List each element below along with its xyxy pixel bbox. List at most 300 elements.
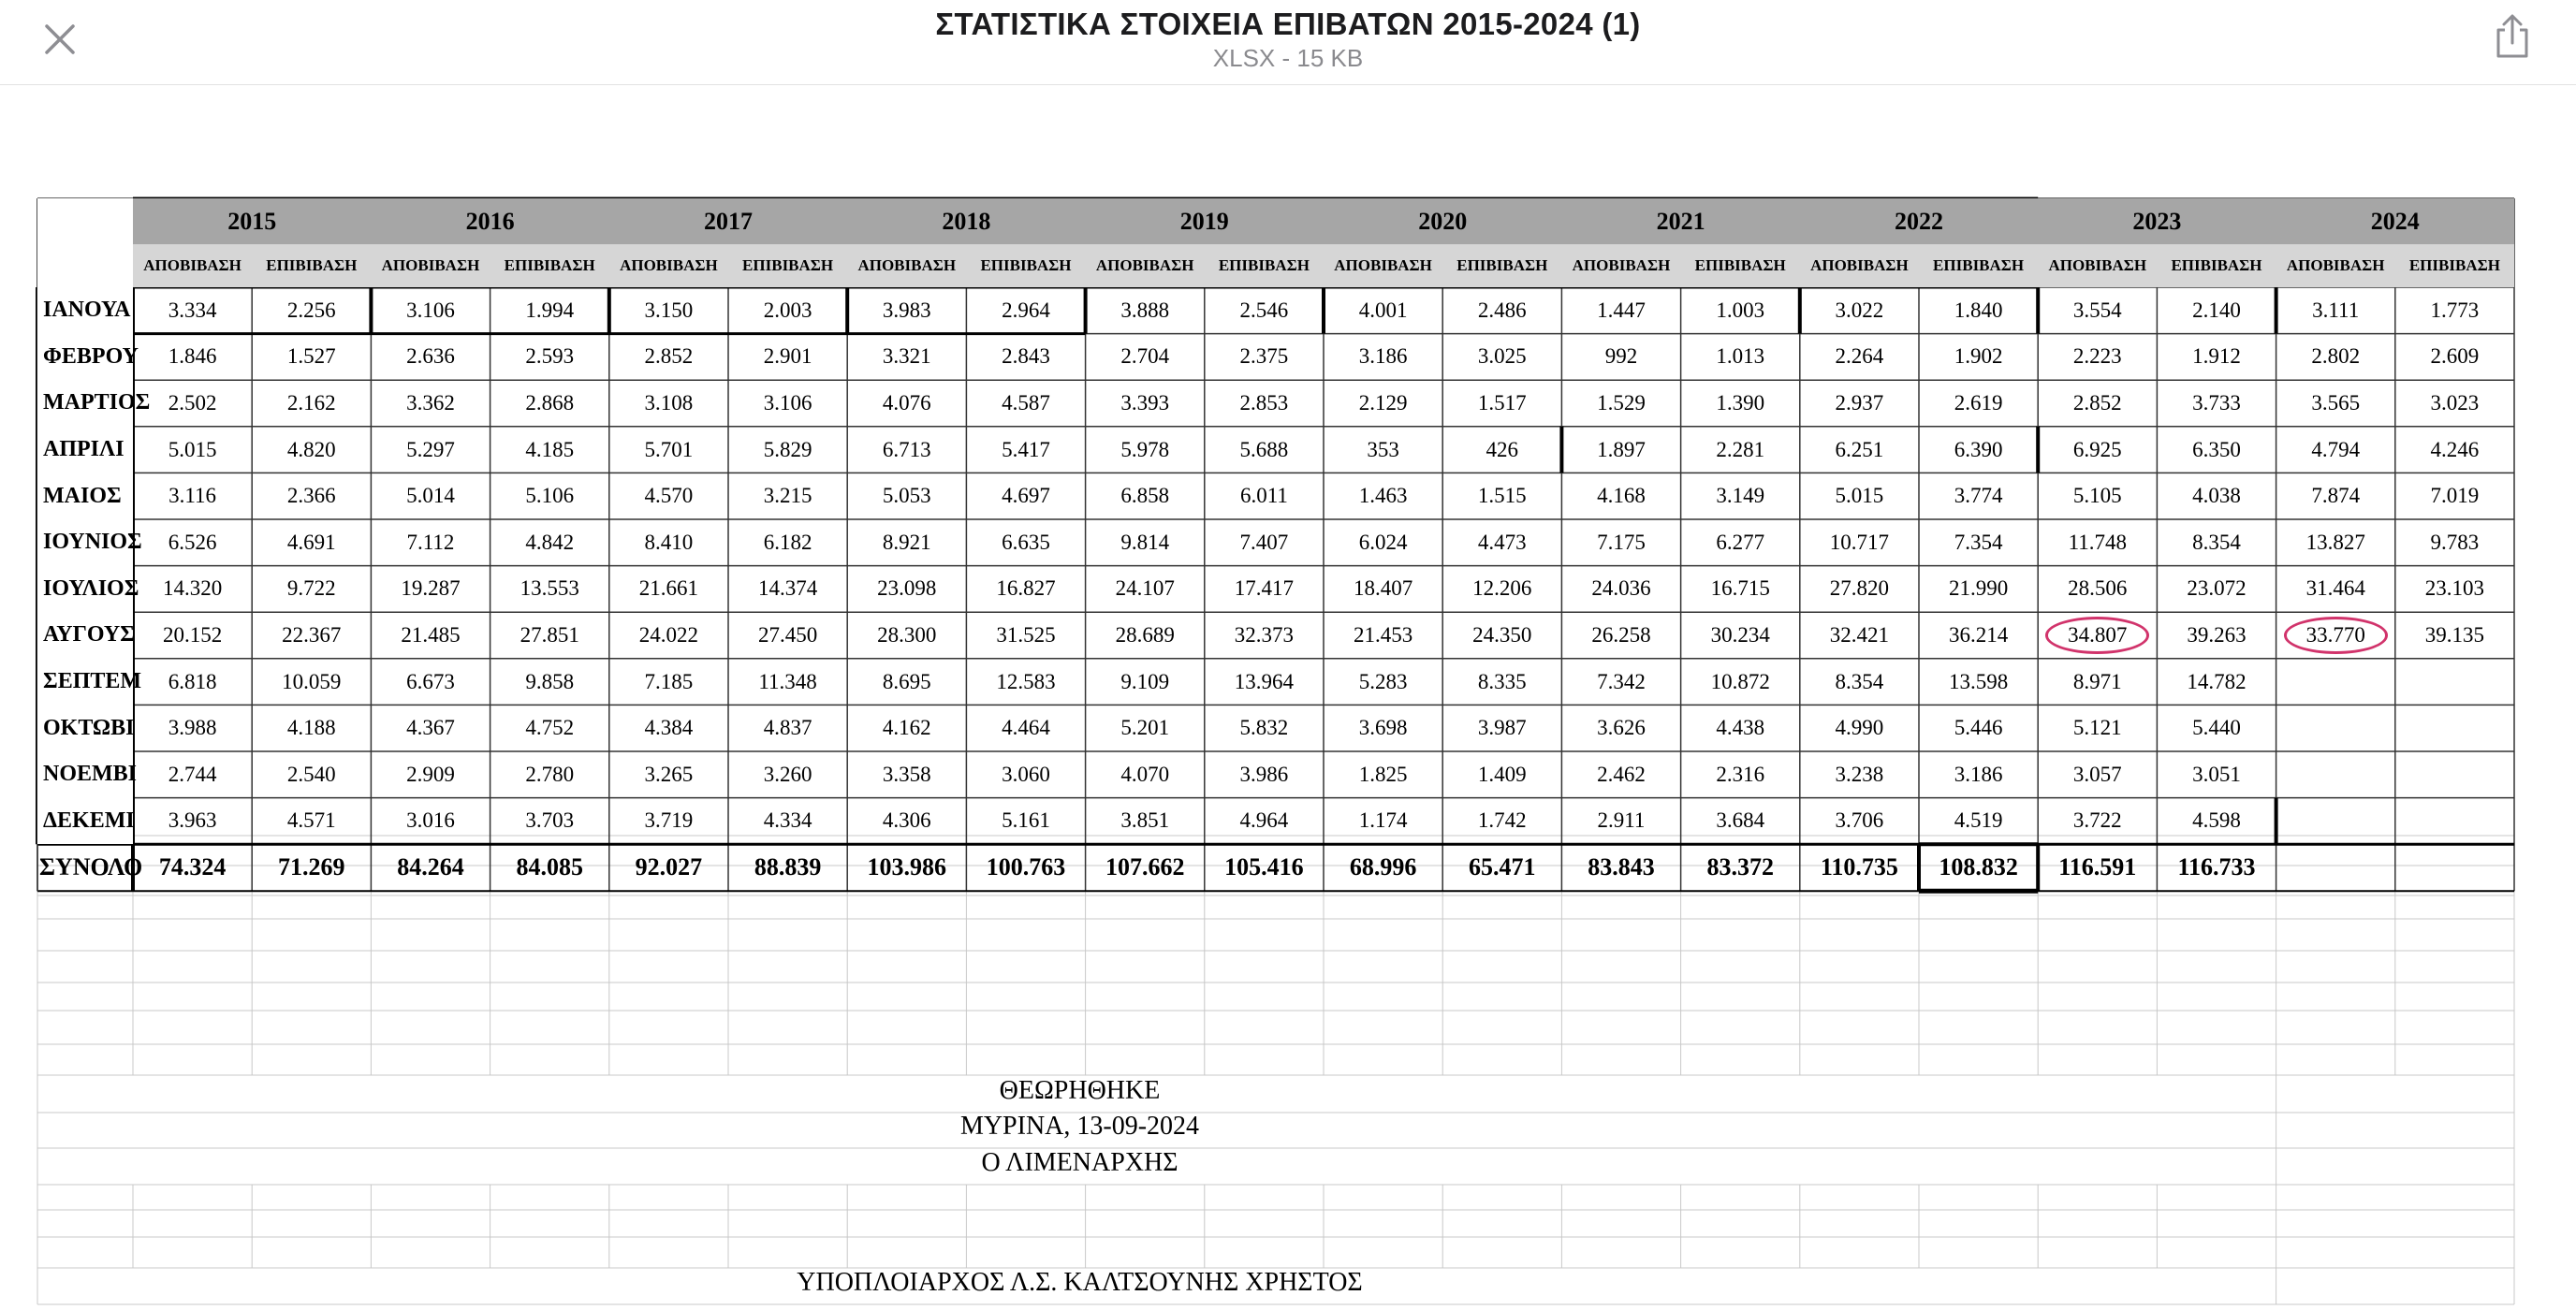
data-cell[interactable]: 5.701	[644, 437, 694, 461]
col-header-embarkation[interactable]: ΕΠΙΒΙΒΑΣΗ	[2157, 244, 2276, 287]
total-label[interactable]: ΣΥΝΟΛΟ	[39, 853, 143, 881]
data-cell[interactable]: 30.234	[1710, 622, 1770, 647]
year-header-2018[interactable]: 2018	[847, 198, 1085, 244]
data-cell[interactable]: 24.107	[1115, 576, 1175, 601]
data-cell[interactable]: 24.036	[1591, 576, 1651, 601]
data-cell[interactable]: 4.185	[525, 437, 575, 461]
data-cell[interactable]: 3.987	[1477, 716, 1527, 740]
data-cell[interactable]	[2276, 705, 2395, 751]
data-cell[interactable]: 4.038	[2192, 484, 2241, 508]
data-cell[interactable]	[2276, 798, 2395, 845]
data-cell[interactable]: 3.362	[406, 390, 455, 415]
col-header-disembarkation[interactable]: ΑΠΟΒΙΒΑΣΗ	[2038, 244, 2157, 287]
data-cell[interactable]: 4.070	[1120, 762, 1170, 786]
data-cell[interactable]: 5.121	[2072, 716, 2122, 740]
data-cell[interactable]: 2.502	[168, 390, 217, 415]
data-cell[interactable]: 6.526	[168, 530, 217, 554]
data-cell[interactable]: 9.783	[2430, 530, 2480, 554]
data-cell[interactable]: 8.335	[1477, 669, 1527, 693]
data-cell[interactable]: 4.794	[2311, 437, 2361, 461]
data-cell[interactable]: 7.342	[1597, 669, 1646, 693]
data-cell[interactable]: 5.446	[1954, 716, 2003, 740]
data-cell[interactable]: 5.106	[525, 484, 575, 508]
data-cell[interactable]: 10.717	[1829, 530, 1890, 554]
data-cell[interactable]: 2.802	[2311, 344, 2361, 369]
month-label[interactable]: ΜΑΡΤΙΟΣ	[37, 380, 133, 427]
col-header-embarkation[interactable]: ΕΠΙΒΙΒΑΣΗ	[1919, 244, 2038, 287]
data-cell[interactable]: 4.587	[1002, 390, 1050, 415]
total-cell[interactable]: 107.662	[1105, 853, 1185, 881]
total-cell[interactable]: 84.264	[397, 853, 464, 881]
data-cell[interactable]: 4.473	[1477, 530, 1527, 554]
total-cell[interactable]: 83.372	[1706, 853, 1774, 881]
data-cell[interactable]: 8.354	[1835, 669, 1884, 693]
data-cell[interactable]: 3.684	[1716, 808, 1765, 833]
data-cell[interactable]: 3.265	[644, 762, 694, 786]
data-cell[interactable]: 13.964	[1234, 669, 1295, 693]
data-cell[interactable]: 4.519	[1954, 808, 2003, 833]
data-cell[interactable]: 992	[1604, 344, 1638, 369]
col-header-embarkation[interactable]: ΕΠΙΒΙΒΑΣΗ	[1442, 244, 1561, 287]
data-cell[interactable]: 2.780	[525, 762, 575, 786]
data-cell[interactable]: 18.407	[1353, 576, 1413, 601]
data-cell[interactable]: 2.264	[1835, 344, 1884, 369]
data-cell[interactable]: 24.350	[1472, 622, 1532, 647]
total-cell[interactable]: 84.085	[516, 853, 583, 881]
month-label[interactable]: ΝΟΕΜΒΙ	[37, 751, 133, 798]
data-cell[interactable]: 1.902	[1954, 344, 2003, 369]
data-cell[interactable]: 4.306	[882, 808, 931, 833]
data-cell[interactable]: 11.348	[758, 669, 817, 693]
data-cell[interactable]: 7.354	[1954, 530, 2003, 554]
data-cell[interactable]: 6.024	[1358, 530, 1408, 554]
data-cell[interactable]: 5.417	[1002, 437, 1050, 461]
data-cell[interactable]: 1.174	[1358, 808, 1408, 833]
share-button[interactable]	[2492, 13, 2533, 60]
data-cell[interactable]: 1.527	[286, 344, 336, 369]
data-cell[interactable]: 14.782	[2187, 669, 2247, 693]
data-cell[interactable]: 5.015	[168, 437, 217, 461]
data-cell[interactable]: 1.912	[2192, 344, 2241, 369]
data-cell[interactable]: 3.698	[1358, 716, 1408, 740]
col-header-disembarkation[interactable]: ΑΠΟΒΙΒΑΣΗ	[1324, 244, 1442, 287]
data-cell[interactable]: 17.417	[1234, 576, 1295, 601]
data-cell[interactable]: 1.447	[1597, 298, 1646, 322]
data-cell[interactable]: 27.851	[520, 622, 579, 647]
data-cell[interactable]: 4.162	[882, 716, 931, 740]
data-cell[interactable]: 23.103	[2424, 576, 2485, 601]
data-cell[interactable]: 34.807	[2068, 622, 2128, 647]
data-cell[interactable]: 5.014	[406, 484, 455, 508]
data-cell[interactable]: 3.983	[882, 298, 931, 322]
data-cell[interactable]: 4.334	[763, 808, 812, 833]
month-label[interactable]: ΦΕΒΡΟΥ	[37, 334, 133, 381]
data-cell[interactable]: 2.744	[168, 762, 217, 786]
data-cell[interactable]: 3.988	[168, 716, 217, 740]
total-cell[interactable]: 110.735	[1820, 853, 1898, 881]
data-cell[interactable]: 33.770	[2305, 622, 2365, 647]
data-cell[interactable]: 32.421	[1829, 622, 1890, 647]
data-cell[interactable]: 1.515	[1477, 484, 1527, 508]
col-header-disembarkation[interactable]: ΑΠΟΒΙΒΑΣΗ	[1561, 244, 1680, 287]
data-cell[interactable]: 3.888	[1120, 298, 1170, 322]
data-cell[interactable]: 1.463	[1358, 484, 1408, 508]
data-cell[interactable]: 2.911	[1597, 808, 1646, 833]
data-cell[interactable]: 19.287	[401, 576, 461, 601]
year-header-2024[interactable]: 2024	[2276, 198, 2514, 244]
corner-cell[interactable]	[37, 198, 133, 244]
data-cell[interactable]: 6.673	[406, 669, 455, 693]
data-cell[interactable]: 1.003	[1716, 298, 1765, 322]
data-cell[interactable]: 24.022	[638, 622, 699, 647]
corner-cell-sub[interactable]	[37, 244, 133, 287]
spreadsheet[interactable]	[37, 198, 2500, 1308]
data-cell[interactable]: 2.937	[1835, 390, 1884, 415]
total-cell[interactable]: 92.027	[635, 853, 703, 881]
total-cell[interactable]: 100.763	[986, 853, 1066, 881]
month-label[interactable]: ΣΕΠΤΕΜ	[37, 659, 133, 706]
data-cell[interactable]: 3.963	[168, 808, 217, 833]
data-cell[interactable]: 4.964	[1239, 808, 1289, 833]
data-cell[interactable]: 3.106	[406, 298, 455, 322]
data-cell[interactable]: 13.553	[520, 576, 579, 601]
data-cell[interactable]: 6.251	[1835, 437, 1884, 461]
data-cell[interactable]: 23.072	[2187, 576, 2247, 601]
data-cell[interactable]: 1.840	[1954, 298, 2003, 322]
data-cell[interactable]: 4.570	[644, 484, 694, 508]
data-cell[interactable]: 3.051	[2192, 762, 2241, 786]
data-cell[interactable]: 2.316	[1716, 762, 1765, 786]
data-cell[interactable]: 6.011	[1239, 484, 1288, 508]
data-cell[interactable]: 8.695	[882, 669, 931, 693]
data-cell[interactable]: 5.440	[2192, 716, 2241, 740]
data-cell[interactable]: 5.105	[2072, 484, 2122, 508]
data-cell[interactable]: 7.019	[2430, 484, 2480, 508]
data-cell[interactable]: 28.300	[877, 622, 937, 647]
year-header-2016[interactable]: 2016	[371, 198, 608, 244]
data-cell[interactable]: 1.994	[525, 298, 575, 322]
month-label[interactable]: ΙΟΥΛΙΟΣ	[37, 566, 133, 613]
month-label[interactable]: ΙΟΥΝΙΟΣ	[37, 519, 133, 566]
data-cell[interactable]: 5.053	[882, 484, 931, 508]
data-cell[interactable]: 6.635	[1002, 530, 1050, 554]
data-cell[interactable]: 4.571	[286, 808, 336, 833]
data-cell[interactable]: 2.375	[1239, 344, 1289, 369]
data-cell[interactable]: 2.964	[1002, 298, 1050, 322]
data-cell[interactable]: 2.546	[1239, 298, 1289, 322]
total-cell[interactable]: 71.269	[278, 853, 345, 881]
data-cell[interactable]: 3.057	[2072, 762, 2122, 786]
data-cell[interactable]: 21.453	[1353, 622, 1413, 647]
data-cell[interactable]: 5.829	[763, 437, 812, 461]
data-cell[interactable]: 2.636	[406, 344, 455, 369]
month-label[interactable]: ΑΠΡΙΛΙ	[37, 427, 133, 473]
data-cell[interactable]: 5.832	[1239, 716, 1289, 740]
data-cell[interactable]: 3.719	[644, 808, 694, 833]
data-cell[interactable]: 2.366	[286, 484, 336, 508]
data-cell[interactable]: 7.175	[1597, 530, 1646, 554]
total-cell[interactable]: 103.986	[867, 853, 947, 881]
year-header-2019[interactable]: 2019	[1086, 198, 1324, 244]
data-cell[interactable]: 6.713	[882, 437, 931, 461]
data-cell[interactable]: 3.108	[644, 390, 694, 415]
data-cell[interactable]: 6.858	[1120, 484, 1170, 508]
col-header-disembarkation[interactable]: ΑΠΟΒΙΒΑΣΗ	[1800, 244, 1919, 287]
data-cell[interactable]	[2395, 751, 2514, 798]
data-cell[interactable]: 7.874	[2311, 484, 2361, 508]
col-header-embarkation[interactable]: ΕΠΙΒΙΒΑΣΗ	[252, 244, 371, 287]
data-cell[interactable]: 22.367	[282, 622, 342, 647]
data-cell[interactable]: 426	[1486, 437, 1519, 461]
data-cell[interactable]: 3.023	[2430, 390, 2480, 415]
year-header-2020[interactable]: 2020	[1324, 198, 1561, 244]
month-label[interactable]: ΜΑΙΟΣ	[37, 473, 133, 519]
data-cell[interactable]: 4.837	[763, 716, 812, 740]
data-cell[interactable]: 3.111	[2312, 298, 2360, 322]
data-cell[interactable]: 5.283	[1358, 669, 1408, 693]
data-cell[interactable]: 4.001	[1358, 298, 1408, 322]
year-header-2021[interactable]: 2021	[1561, 198, 1799, 244]
data-cell[interactable]: 5.161	[1002, 808, 1050, 833]
total-cell[interactable]: 116.733	[2177, 853, 2256, 881]
data-cell[interactable]: 1.897	[1597, 437, 1646, 461]
data-cell[interactable]: 4.697	[1002, 484, 1050, 508]
data-cell[interactable]: 3.334	[168, 298, 217, 322]
data-cell[interactable]: 8.921	[882, 530, 931, 554]
data-cell[interactable]: 12.583	[996, 669, 1056, 693]
year-header-2015[interactable]: 2015	[133, 198, 371, 244]
data-cell[interactable]: 6.277	[1716, 530, 1765, 554]
data-cell[interactable]: 7.185	[644, 669, 694, 693]
data-cell[interactable]: 21.661	[638, 576, 699, 601]
data-cell[interactable]: 4.246	[2430, 437, 2480, 461]
data-cell[interactable]: 4.842	[525, 530, 575, 554]
data-cell[interactable]: 3.186	[1954, 762, 2003, 786]
data-cell[interactable]: 2.704	[1120, 344, 1170, 369]
data-cell[interactable]: 2.901	[763, 344, 812, 369]
data-cell[interactable]: 4.598	[2192, 808, 2241, 833]
data-cell[interactable]: 3.025	[1477, 344, 1527, 369]
data-cell[interactable]: 2.909	[406, 762, 455, 786]
total-cell[interactable]	[2276, 844, 2395, 891]
data-cell[interactable]: 3.106	[763, 390, 812, 415]
data-cell[interactable]: 353	[1367, 437, 1399, 461]
data-cell[interactable]	[2276, 751, 2395, 798]
data-cell[interactable]	[2395, 798, 2514, 845]
data-cell[interactable]: 3.016	[406, 808, 455, 833]
col-header-embarkation[interactable]: ΕΠΙΒΙΒΑΣΗ	[1681, 244, 1800, 287]
data-cell[interactable]: 2.853	[1239, 390, 1289, 415]
data-cell[interactable]: 23.098	[877, 576, 937, 601]
data-cell[interactable]: 8.971	[2072, 669, 2122, 693]
data-cell[interactable]: 5.688	[1239, 437, 1289, 461]
year-header-2022[interactable]: 2022	[1800, 198, 2038, 244]
data-cell[interactable]: 5.015	[1835, 484, 1884, 508]
data-cell[interactable]: 4.168	[1597, 484, 1646, 508]
data-cell[interactable]: 2.486	[1477, 298, 1527, 322]
data-cell[interactable]: 2.843	[1002, 344, 1050, 369]
data-cell[interactable]: 3.215	[763, 484, 812, 508]
data-cell[interactable]: 6.818	[168, 669, 217, 693]
data-cell[interactable]: 4.820	[286, 437, 336, 461]
data-cell[interactable]: 2.281	[1716, 437, 1765, 461]
data-cell[interactable]: 1.013	[1716, 344, 1765, 369]
data-cell[interactable]: 28.506	[2068, 576, 2128, 601]
data-cell[interactable]: 12.206	[1472, 576, 1532, 601]
data-cell[interactable]: 4.076	[882, 390, 931, 415]
col-header-embarkation[interactable]: ΕΠΙΒΙΒΑΣΗ	[2395, 244, 2514, 287]
data-cell[interactable]: 2.540	[286, 762, 336, 786]
data-cell[interactable]: 3.986	[1239, 762, 1289, 786]
data-cell[interactable]: 3.022	[1835, 298, 1884, 322]
data-cell[interactable]: 4.367	[406, 716, 455, 740]
data-cell[interactable]: 3.393	[1120, 390, 1170, 415]
month-label[interactable]: ΙΑΝΟΥΑ	[37, 287, 133, 334]
data-cell[interactable]: 5.978	[1120, 437, 1170, 461]
data-cell[interactable]: 1.409	[1477, 762, 1527, 786]
month-label[interactable]: ΑΥΓΟΥΣ	[37, 612, 133, 659]
data-cell[interactable]: 3.554	[2072, 298, 2122, 322]
data-cell[interactable]: 21.485	[401, 622, 461, 647]
data-cell[interactable]: 1.846	[168, 344, 217, 369]
data-cell[interactable]: 4.752	[525, 716, 575, 740]
data-cell[interactable]: 9.858	[525, 669, 575, 693]
total-cell[interactable]: 105.416	[1224, 853, 1304, 881]
data-cell[interactable]: 1.773	[2430, 298, 2480, 322]
data-cell[interactable]: 8.410	[644, 530, 694, 554]
data-cell[interactable]: 3.186	[1358, 344, 1408, 369]
total-cell[interactable]: 65.471	[1469, 853, 1536, 881]
data-cell[interactable]: 3.149	[1716, 484, 1765, 508]
data-cell[interactable]: 2.462	[1597, 762, 1646, 786]
data-cell[interactable]: 9.722	[286, 576, 336, 601]
data-cell[interactable]: 2.162	[286, 390, 336, 415]
data-cell[interactable]: 26.258	[1591, 622, 1651, 647]
total-cell[interactable]: 68.996	[1349, 853, 1417, 881]
data-cell[interactable]: 3.851	[1120, 808, 1170, 833]
data-cell[interactable]: 11.748	[2068, 530, 2127, 554]
data-cell[interactable]: 3.238	[1835, 762, 1884, 786]
data-cell[interactable]: 5.201	[1120, 716, 1170, 740]
data-cell[interactable]: 4.464	[1002, 716, 1050, 740]
data-cell[interactable]: 21.990	[1948, 576, 2009, 601]
data-cell[interactable]: 2.619	[1954, 390, 2003, 415]
total-cell[interactable]: 83.843	[1588, 853, 1655, 881]
data-cell[interactable]: 13.598	[1948, 669, 2009, 693]
data-cell[interactable]: 3.358	[882, 762, 931, 786]
data-cell[interactable]: 2.003	[763, 298, 812, 322]
data-cell[interactable]: 3.150	[644, 298, 694, 322]
data-cell[interactable]: 1.517	[1477, 390, 1527, 415]
data-cell[interactable]: 31.464	[2305, 576, 2365, 601]
data-cell[interactable]: 3.706	[1835, 808, 1884, 833]
data-cell[interactable]: 39.135	[2424, 622, 2485, 647]
data-cell[interactable]: 1.390	[1716, 390, 1765, 415]
data-cell[interactable]: 3.565	[2311, 390, 2361, 415]
data-cell[interactable]: 3.722	[2072, 808, 2122, 833]
data-cell[interactable]: 2.140	[2192, 298, 2241, 322]
data-cell[interactable]: 13.827	[2305, 530, 2365, 554]
data-cell[interactable]: 3.060	[1002, 762, 1050, 786]
data-cell[interactable]: 7.407	[1239, 530, 1289, 554]
col-header-embarkation[interactable]: ΕΠΙΒΙΒΑΣΗ	[1205, 244, 1324, 287]
data-cell[interactable]: 10.059	[282, 669, 342, 693]
data-cell[interactable]: 1.529	[1597, 390, 1646, 415]
data-cell[interactable]: 2.852	[644, 344, 694, 369]
data-cell[interactable]: 4.691	[286, 530, 336, 554]
data-cell[interactable]: 6.182	[763, 530, 812, 554]
year-header-2023[interactable]: 2023	[2038, 198, 2276, 244]
data-cell[interactable]: 4.990	[1835, 716, 1884, 740]
col-header-disembarkation[interactable]: ΑΠΟΒΙΒΑΣΗ	[609, 244, 728, 287]
total-cell[interactable]: 116.591	[2058, 853, 2137, 881]
data-cell[interactable]: 27.450	[757, 622, 818, 647]
data-cell[interactable]: 4.384	[644, 716, 694, 740]
data-cell[interactable]: 16.715	[1710, 576, 1770, 601]
data-cell[interactable]: 3.260	[763, 762, 812, 786]
data-cell[interactable]: 6.390	[1954, 437, 2003, 461]
data-cell[interactable]: 14.320	[162, 576, 223, 601]
data-cell[interactable]	[2276, 659, 2395, 706]
data-cell[interactable]: 9.109	[1120, 669, 1170, 693]
data-cell[interactable]: 2.609	[2430, 344, 2480, 369]
data-cell[interactable]: 3.703	[525, 808, 575, 833]
data-cell[interactable]: 3.321	[882, 344, 931, 369]
col-header-embarkation[interactable]: ΕΠΙΒΙΒΑΣΗ	[490, 244, 609, 287]
col-header-disembarkation[interactable]: ΑΠΟΒΙΒΑΣΗ	[133, 244, 252, 287]
data-cell[interactable]: 2.223	[2072, 344, 2122, 369]
data-cell[interactable]: 6.350	[2192, 437, 2241, 461]
year-header-2017[interactable]: 2017	[609, 198, 847, 244]
data-cell[interactable]: 27.820	[1829, 576, 1890, 601]
month-label[interactable]: ΔΕΚΕΜΙ	[37, 798, 133, 845]
col-header-embarkation[interactable]: ΕΠΙΒΙΒΑΣΗ	[966, 244, 1085, 287]
data-cell[interactable]: 3.733	[2192, 390, 2241, 415]
data-cell[interactable]: 5.297	[406, 437, 455, 461]
data-cell[interactable]: 39.263	[2187, 622, 2247, 647]
data-cell[interactable]: 20.152	[162, 622, 223, 647]
data-cell[interactable]: 4.438	[1716, 716, 1765, 740]
col-header-disembarkation[interactable]: ΑΠΟΒΙΒΑΣΗ	[1086, 244, 1205, 287]
data-cell[interactable]	[2395, 659, 2514, 706]
month-label[interactable]: ΟΚΤΩΒΙ	[37, 705, 133, 751]
col-header-embarkation[interactable]: ΕΠΙΒΙΒΑΣΗ	[728, 244, 847, 287]
data-cell[interactable]: 32.373	[1234, 622, 1295, 647]
data-cell[interactable]: 3.116	[168, 484, 217, 508]
data-cell[interactable]: 16.827	[996, 576, 1056, 601]
data-cell[interactable]: 28.689	[1115, 622, 1175, 647]
data-cell[interactable]	[2395, 705, 2514, 751]
data-cell[interactable]: 2.593	[525, 344, 575, 369]
data-cell[interactable]: 3.626	[1597, 716, 1646, 740]
data-cell[interactable]: 14.374	[757, 576, 818, 601]
col-header-disembarkation[interactable]: ΑΠΟΒΙΒΑΣΗ	[2276, 244, 2395, 287]
data-cell[interactable]: 9.814	[1120, 530, 1170, 554]
col-header-disembarkation[interactable]: ΑΠΟΒΙΒΑΣΗ	[847, 244, 966, 287]
total-cell[interactable]: 74.324	[158, 853, 227, 881]
total-cell[interactable]: 88.839	[754, 853, 822, 881]
data-cell[interactable]: 8.354	[2192, 530, 2241, 554]
data-cell[interactable]: 2.129	[1358, 390, 1408, 415]
col-header-disembarkation[interactable]: ΑΠΟΒΙΒΑΣΗ	[371, 244, 490, 287]
data-cell[interactable]: 2.256	[286, 298, 336, 322]
total-cell[interactable]	[2395, 844, 2514, 891]
data-cell[interactable]: 31.525	[996, 622, 1056, 647]
data-cell[interactable]: 1.825	[1358, 762, 1408, 786]
data-cell[interactable]: 2.852	[2072, 390, 2122, 415]
data-cell[interactable]: 36.214	[1948, 622, 2009, 647]
data-cell[interactable]: 4.188	[286, 716, 336, 740]
